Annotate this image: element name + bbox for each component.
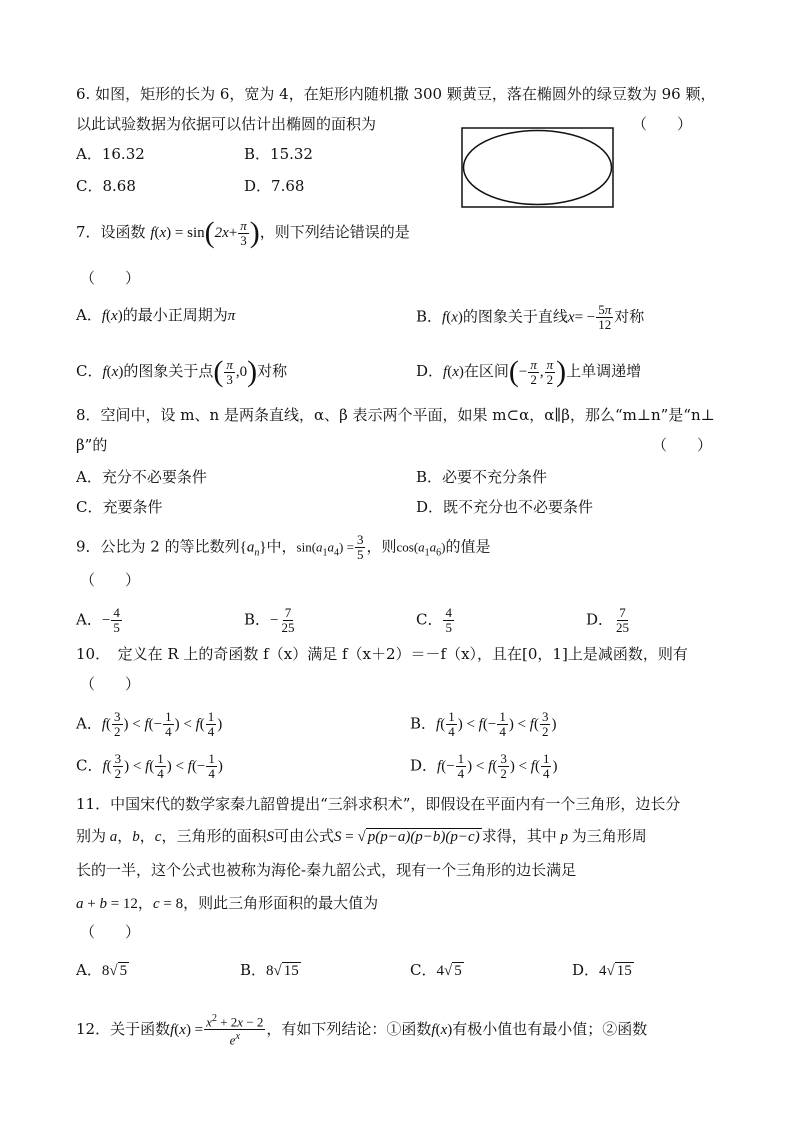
q11-option-c: C．4√ 5 <box>410 961 462 979</box>
rectangle-shape <box>462 128 613 207</box>
q7-paren: （ ） <box>80 269 141 287</box>
q11-line3: 长的一半，这个公式也被称为海伦-秦九韶公式，现有一个三角形的边长满足 <box>76 861 577 879</box>
q9-stem: 9．公比为 2 的等比数列$\{a_n\}$中，$\sin(a_1a_4)$ = $\frac{3}{5}$ ，则$\cos(a_1a_6)$的值是 <box>76 532 491 562</box>
q7-stem-pre: 7．设函数 <box>76 223 146 241</box>
q8-line1: 8．空间中，设 m、n 是两条直线，α、β 表示两个平面，如果 m⊂α，α∥β，那么“m⊥n”是“n⊥ <box>76 406 715 424</box>
ellipse-shape <box>464 131 612 205</box>
q8-line2: β”的 <box>76 436 108 454</box>
q11-line2: 别为 a，b，c，三角形的面积S可由公式S = √ p(p−a)(p−b)(p−c) 求得，其中 p 为三角形周 <box>76 827 647 845</box>
q8-option-d: D．既不充分也不必要条件 <box>416 498 594 516</box>
q6-paren: （ ） <box>632 115 693 133</box>
q9-option-a: A．− $\frac{4}{5}$ <box>76 605 120 635</box>
q8-option-a: A．充分不必要条件 <box>76 468 207 486</box>
q11-option-a: A．8√ 5 <box>76 961 128 979</box>
q7-option-a: A．f(x)的最小正周期为π <box>76 306 236 324</box>
q9-option-c: C． $\frac{4}{5}$ <box>416 605 452 635</box>
q11-option-d: D．4√ 15 <box>572 961 632 979</box>
q11-line4: a + b = 12，c = 8，则此三角形面积的最大值为 <box>76 894 379 912</box>
q9-option-b: B．− $\frac{7}{25}$ <box>244 605 295 635</box>
q7-stem: 7．设函数 f(x) = sin(2x+ $\frac{\pi}{3}$ )，则下列结论错误的是 <box>76 216 410 249</box>
q11-line1: 11．中国宋代的数学家秦九韶曾提出“三斜求积术”，即假设在平面内有一个三角形，边长分 <box>76 795 681 813</box>
q10-option-d: D．f(− $\frac{1}{4}$ ) < f( $\frac{3}{2}$ ) < f( $\frac{1}{4}$ ) <box>410 751 558 781</box>
q7-option-c: C．f(x)的图象关于点( $\frac{\pi}{3}$ ,0)对称 <box>76 355 288 388</box>
q6-option-d: D．7.68 <box>244 177 305 195</box>
rectangle-ellipse-figure <box>461 127 615 209</box>
q10-stem: 10． 定义在 R 上的奇函数 f（x）满足 f（x＋2）＝－f（x），且在[0，1]上是减函数，则有 <box>76 645 688 663</box>
q6-option-b: B．15.32 <box>244 145 313 163</box>
q8-option-b: B．必要不充分条件 <box>416 468 548 486</box>
q12-stem: 12．关于函数f(x) = $\frac{x^2 + 2x - 2}{e^x}$ ，有如下列结论：①函数f(x)有极小值也有最小值；②函数 <box>76 1013 648 1048</box>
q8-paren: （ ） <box>652 436 713 454</box>
q11-option-b: B．8√ 15 <box>240 961 299 979</box>
q10-option-c: C．f( $\frac{3}{2}$ ) < f( $\frac{1}{4}$ ) < f(− $\frac{1}{4}$ ) <box>76 751 223 781</box>
q6-line1: 6. 如图，矩形的长为 6，宽为 4，在矩形内随机撒 300 颗黄豆，落在椭圆外的绿豆数为 96 颗， <box>76 85 716 103</box>
q10-option-a: A．f( $\frac{3}{2}$ ) < f(− $\frac{1}{4}$ ) < f( $\frac{1}{4}$ ) <box>76 709 223 739</box>
q9-option-d: D． $\frac{7}{25}$ <box>586 605 630 635</box>
q10-paren: （ ） <box>80 675 141 693</box>
q6-option-c: C．8.68 <box>76 177 136 195</box>
q7-option-d: D．f(x)在区间(− $\frac{\pi}{2}$ , $\frac{\pi}{2}$ )上单调递增 <box>416 355 642 388</box>
q10-option-b: B．f( $\frac{1}{4}$ ) < f(− $\frac{1}{4}$ ) < f( $\frac{3}{2}$ ) <box>410 709 557 739</box>
q7-option-b: B．f(x)的图象关于直线x= − $\frac{5\pi}{12}$ 对称 <box>416 302 645 332</box>
q6-line2: 以此试验数据为依据可以估计出椭圆的面积为 <box>76 115 377 133</box>
q11-paren: （ ） <box>80 923 141 941</box>
q9-paren: （ ） <box>80 571 141 589</box>
q8-option-c: C．充要条件 <box>76 498 163 516</box>
q7-stem-post: ，则下列结论错误的是 <box>259 223 410 241</box>
q6-option-a: A．16.32 <box>76 145 145 163</box>
